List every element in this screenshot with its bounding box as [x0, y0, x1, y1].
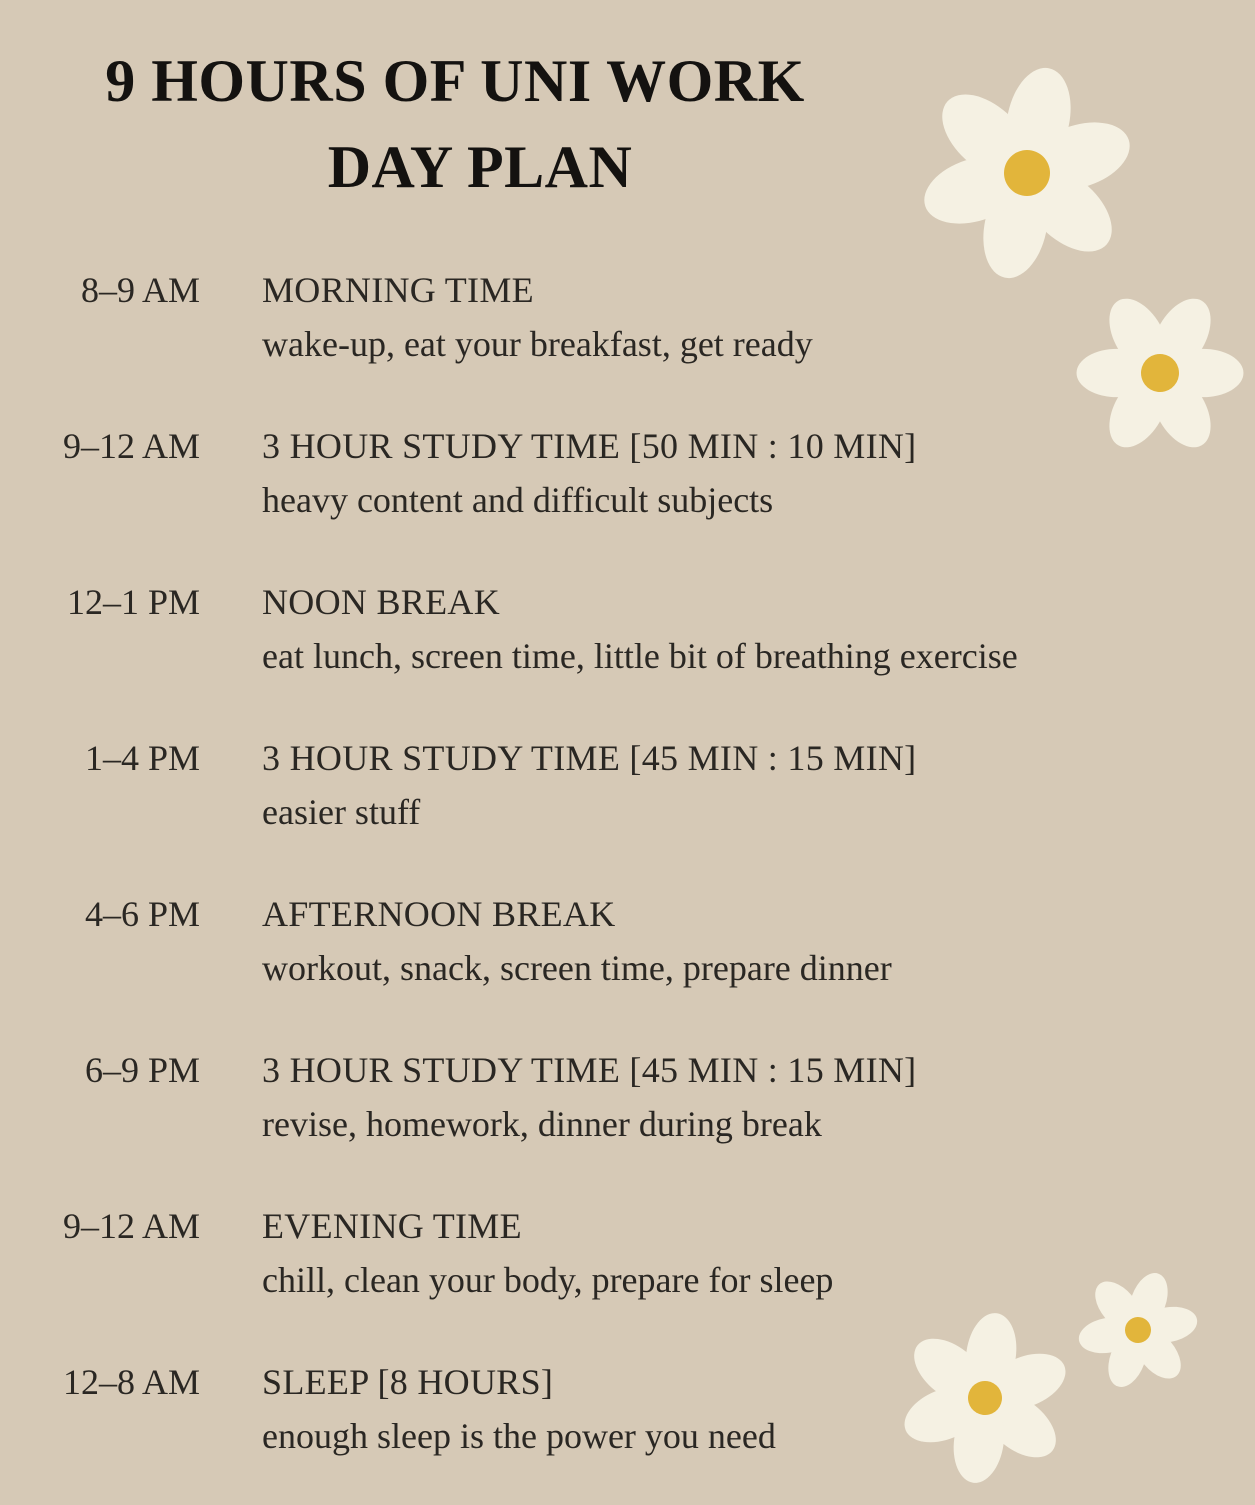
schedule-heading: AFTERNOON BREAK [262, 894, 616, 934]
schedule-description: chill, clean your body, prepare for sleep [262, 1260, 834, 1300]
schedule-heading: 3 HOUR STUDY TIME [50 MIN : 10 MIN] [262, 426, 917, 466]
title-line-2: DAY PLAN [327, 134, 633, 200]
schedule-time: 9–12 AM [62, 1206, 200, 1246]
schedule-item [0, 262, 1255, 392]
schedule-item [0, 730, 1255, 860]
schedule-time: 8–9 AM [80, 270, 200, 310]
schedule-description: enough sleep is the power you need [262, 1416, 776, 1456]
schedule-heading: 3 HOUR STUDY TIME [45 MIN : 15 MIN] [262, 1050, 917, 1090]
schedule-time: 6–9 PM [84, 1050, 200, 1090]
schedule-time: 1–4 PM [84, 738, 200, 778]
schedule-time: 12–8 AM [62, 1362, 200, 1402]
schedule-description: heavy content and difficult subjects [262, 480, 774, 520]
schedule-time: 4–6 PM [84, 894, 200, 934]
title-line-1: 9 HOURS OF UNI WORK [105, 48, 805, 114]
schedule-description: easier stuff [262, 792, 421, 832]
schedule-description: eat lunch, screen time, little bit of breathing exercise [262, 636, 1018, 676]
schedule-item [0, 418, 1255, 548]
schedule-time: 9–12 AM [62, 426, 200, 466]
schedule-time: 12–1 PM [66, 582, 200, 622]
schedule-item [0, 1198, 1255, 1328]
page-title [0, 38, 920, 210]
schedule-description: workout, snack, screen time, prepare dinner [262, 948, 892, 988]
schedule-item [0, 1354, 1255, 1484]
schedule-heading: 3 HOUR STUDY TIME [45 MIN : 15 MIN] [262, 738, 917, 778]
schedule-item [0, 886, 1255, 1016]
schedule-heading: EVENING TIME [262, 1206, 522, 1246]
schedule-heading: NOON BREAK [262, 582, 501, 622]
schedule-description: revise, homework, dinner during break [262, 1104, 822, 1144]
schedule-heading: MORNING TIME [262, 270, 534, 310]
schedule-item [0, 1042, 1255, 1172]
schedule-description: wake-up, eat your breakfast, get ready [262, 324, 813, 364]
schedule-heading: SLEEP [8 HOURS] [262, 1362, 554, 1402]
schedule-item [0, 574, 1255, 704]
